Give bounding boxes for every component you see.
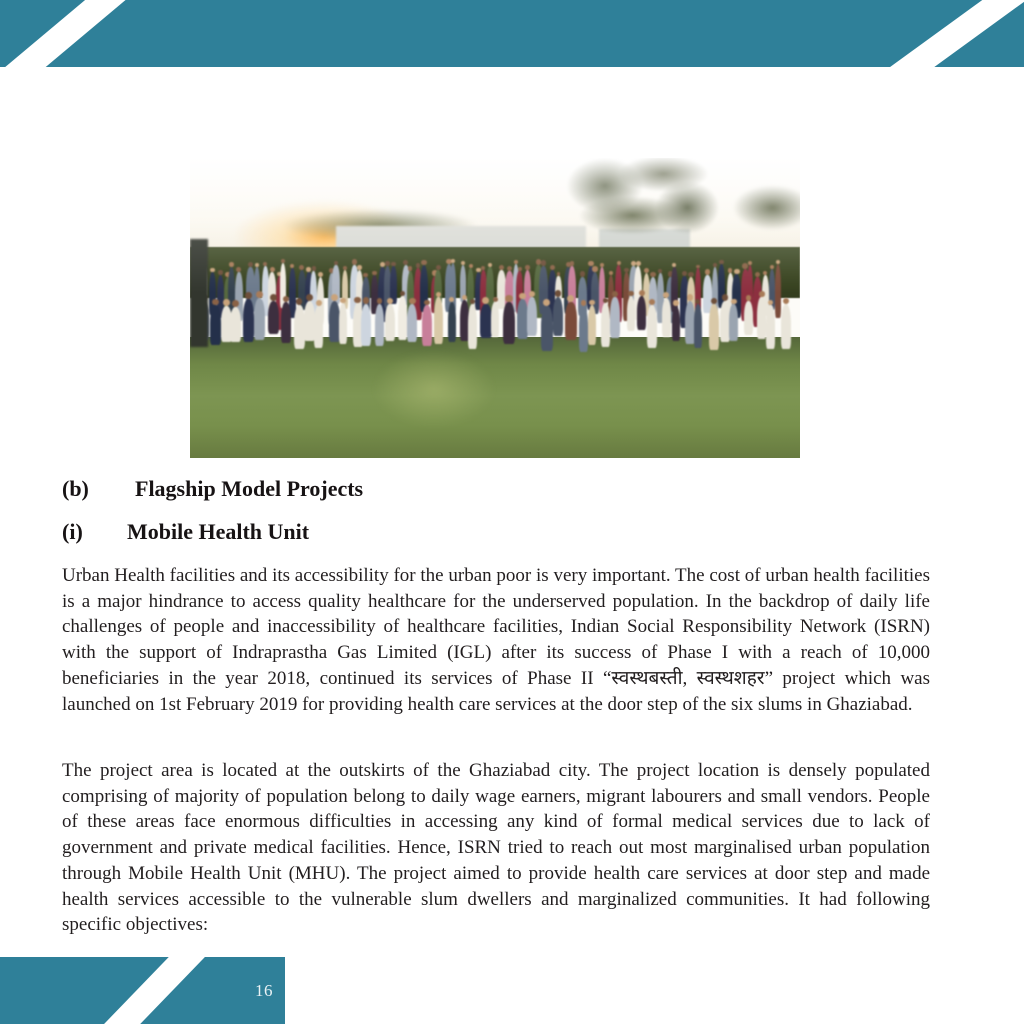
bottom-decorative-band [0,957,285,1024]
section-heading [62,476,930,502]
top-decorative-band [0,0,1024,67]
subsection-heading-label: (i) [62,519,83,544]
section-heading-label: (b) [62,476,89,501]
subsection-heading-title: Mobile Health Unit [127,519,310,544]
top-band-fill [0,0,1024,67]
paragraph-project-area: The project area is located at the outskirts of the Ghaziabad city. The project location is densely populated comprising of majority of population belong to daily wage earners, migrant labourers and small vendors. People of these areas face enormous difficulties in accessing any kind of formal medical services due to lack of government and private medical facilities. Hence, ISRN tried to reach out most marginalised urban population through Mobile Health Unit (MHU). The project aimed to provide health care services at door step and made health services accessible to the vulnerable slum dwellers and marginalized communities. It had following specific objectives: [62,760,930,936]
photo-haze-overlay [190,158,800,458]
section-heading-title: Flagship Model Projects [135,476,364,501]
subsection-heading [62,519,930,545]
photo [190,158,800,458]
page-number: 16 [255,980,273,1000]
paragraph-urban-health: Urban Health facilities and its accessibility for the urban poor is very important. The cost of urban health facilities is a major hindrance to access quality healthcare for the underserved population. In the backdrop of daily life challenges of people and inaccessibility of healthcare facilities, Indian Social Responsibility Network (ISRN) with the support of Indraprastha Gas Limited (IGL) after its success of Phase I with a reach of 10,000 beneficiaries in the year 2018, continued its services of Phase II “स्वस्थबस्ती, स्वस्थशहर” project which was launched on 1st February 2019 for providing health care services at the door step of the six slums in Ghaziabad. [62,565,930,715]
